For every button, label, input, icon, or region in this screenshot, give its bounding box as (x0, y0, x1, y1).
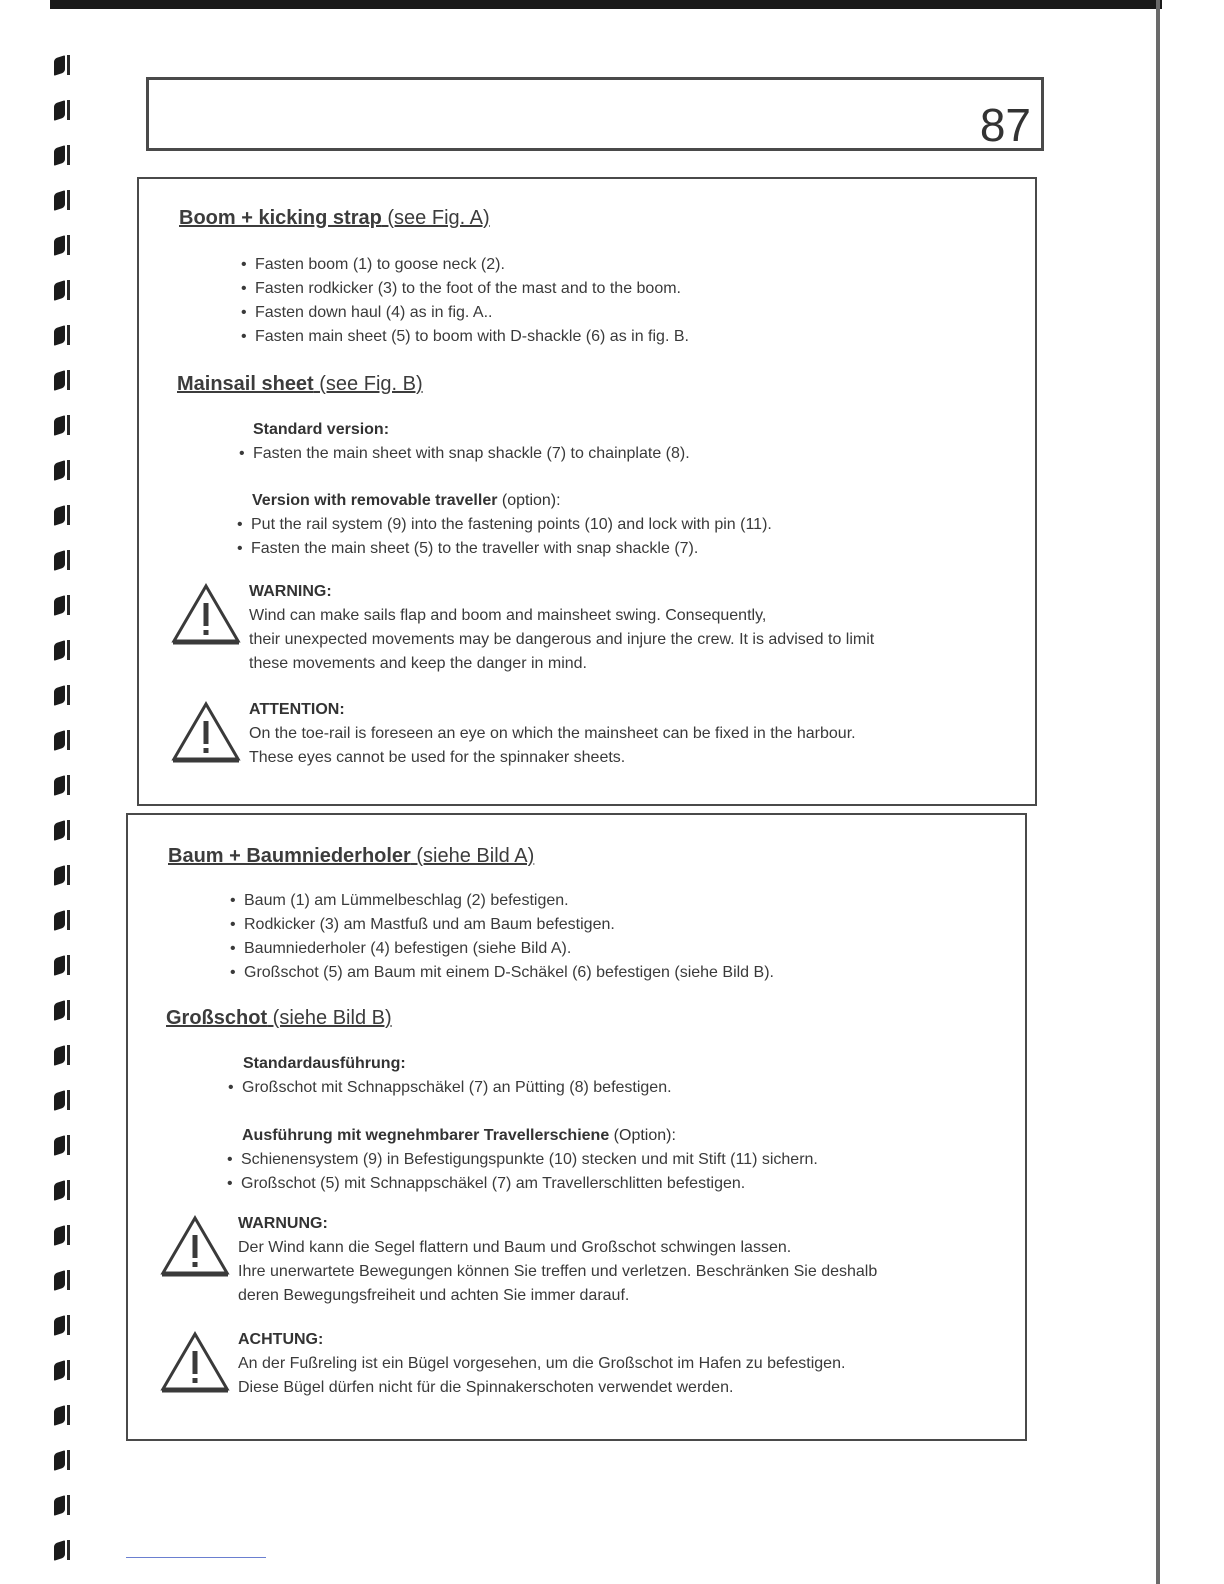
standard-version-heading-de: Standardausführung: (243, 1055, 406, 1072)
bullet-icon: • (241, 280, 247, 297)
binding-ring (54, 1360, 70, 1380)
binding-ring (54, 1270, 70, 1290)
mainsail-section-title-de: Großschot (siehe Bild B) (166, 1007, 392, 1029)
warning-text-line: Der Wind kann die Segel flattern und Baum und Großschot schwingen lassen. (238, 1239, 792, 1256)
bullet-icon: • (230, 916, 236, 933)
warning-triangle-icon (171, 701, 241, 763)
binding-ring (54, 55, 70, 75)
bullet-icon: • (237, 540, 243, 557)
bullet-icon: • (239, 445, 245, 462)
right-border-rule (1156, 0, 1160, 1584)
warning-text-line: these movements and keep the danger in mind. (249, 655, 587, 672)
binding-ring (54, 1495, 70, 1515)
list-item: • Fasten boom (1) to goose neck (2). (241, 256, 505, 273)
binding-ring (54, 1225, 70, 1245)
traveller-version-heading-de: Ausführung mit wegnehmbarer Travellerschiene (Option): (242, 1127, 676, 1144)
binding-ring (54, 1000, 70, 1020)
warning-text-line: Ihre unerwartete Bewegungen können Sie treffen und verletzen. Beschränken Sie deshalb (238, 1263, 878, 1280)
binding-ring (54, 1540, 70, 1560)
binding-ring (54, 190, 70, 210)
warning-text-line: Wind can make sails flap and boom and mainsheet swing. Consequently, (249, 607, 767, 624)
binding-ring (54, 820, 70, 840)
bullet-icon: • (230, 940, 236, 957)
binding-ring (54, 100, 70, 120)
binding-ring (54, 505, 70, 525)
attention-text-line: On the toe-rail is foreseen an eye on which the mainsheet can be fixed in the harbour. (249, 725, 856, 742)
list-item: • Rodkicker (3) am Mastfuß und am Baum befestigen. (230, 916, 615, 933)
bullet-icon: • (237, 516, 243, 533)
binding-ring (54, 460, 70, 480)
traveller-version-heading: Version with removable traveller (option): (252, 492, 561, 509)
binding-ring (54, 640, 70, 660)
boom-section-title-de: Baum + Baumniederholer (siehe Bild A) (168, 845, 535, 867)
list-item: • Put the rail system (9) into the fastening points (10) and lock with pin (11). (237, 516, 772, 533)
warning-text-line: deren Bewegungsfreiheit und achten Sie immer darauf. (238, 1287, 630, 1304)
warning-triangle-icon (160, 1331, 230, 1393)
binding-ring (54, 370, 70, 390)
boom-section-title: Boom + kicking strap (see Fig. A) (179, 207, 490, 229)
list-item: • Großschot (5) mit Schnappschäkel (7) am Travellerschlitten befestigen. (227, 1175, 746, 1192)
english-instructions-panel (137, 177, 1037, 806)
binding-ring (54, 235, 70, 255)
list-item: • Schienensystem (9) in Befestigungspunkte (10) stecken und mit Stift (11) sichern. (227, 1151, 818, 1168)
binding-ring (54, 1315, 70, 1335)
binding-ring (54, 280, 70, 300)
binding-ring (54, 1135, 70, 1155)
attention-label-de: ACHTUNG: (238, 1331, 324, 1348)
list-item: • Fasten the main sheet with snap shackle (7) to chainplate (8). (239, 445, 690, 462)
standard-version-heading: Standard version: (253, 421, 390, 438)
list-item: • Baum (1) am Lümmelbeschlag (2) befestigen. (230, 892, 569, 909)
binding-ring (54, 1450, 70, 1470)
list-item: • Fasten the main sheet (5) to the traveller with snap shackle (7). (237, 540, 699, 557)
attention-label: ATTENTION: (249, 701, 345, 718)
attention-text-line: An der Fußreling ist ein Bügel vorgesehen, um die Großschot im Hafen zu befestigen. (238, 1355, 846, 1372)
warning-text-line: their unexpected movements may be dangerous and injure the crew. It is advised to limit (249, 631, 875, 648)
binding-ring (54, 865, 70, 885)
binding-ring (54, 145, 70, 165)
binding-ring (54, 1180, 70, 1200)
warning-triangle-icon (171, 583, 241, 645)
binding-ring (54, 325, 70, 345)
german-instructions-panel (126, 813, 1027, 1441)
attention-text-line: These eyes cannot be used for the spinnaker sheets. (249, 749, 626, 766)
top-border-rule (50, 0, 1162, 9)
attention-text-line: Diese Bügel dürfen nicht für die Spinnakerschoten verwendet werden. (238, 1379, 734, 1396)
bullet-icon: • (227, 1175, 233, 1192)
bullet-icon: • (228, 1079, 234, 1096)
footer-line (126, 1557, 266, 1558)
page-number: 87 (979, 99, 1031, 151)
bullet-icon: • (230, 892, 236, 909)
binding-ring (54, 775, 70, 795)
bullet-icon: • (241, 328, 247, 345)
warning-label-de: WARNUNG: (238, 1215, 328, 1232)
bullet-icon: • (227, 1151, 233, 1168)
list-item: • Großschot mit Schnappschäkel (7) an Pütting (8) befestigen. (228, 1079, 672, 1096)
list-item: • Fasten main sheet (5) to boom with D-shackle (6) as in fig. B. (241, 328, 689, 345)
binding-ring (54, 1090, 70, 1110)
list-item: • Baumniederholer (4) befestigen (siehe Bild A). (230, 940, 572, 957)
binding-ring (54, 730, 70, 750)
warning-label: WARNING: (249, 583, 332, 600)
bullet-icon: • (230, 964, 236, 981)
binding-ring (54, 955, 70, 975)
list-item: • Fasten rodkicker (3) to the foot of the mast and to the boom. (241, 280, 681, 297)
list-item: • Großschot (5) am Baum mit einem D-Schäkel (6) befestigen (siehe Bild B). (230, 964, 774, 981)
page-header (146, 77, 1044, 151)
bullet-icon: • (241, 304, 247, 321)
mainsail-section-title: Mainsail sheet (see Fig. B) (177, 373, 423, 395)
binding-ring (54, 910, 70, 930)
binding-ring (54, 550, 70, 570)
binding-ring (54, 595, 70, 615)
binding-ring (54, 685, 70, 705)
bullet-icon: • (241, 256, 247, 273)
spiral-binding (50, 55, 80, 1575)
binding-ring (54, 1045, 70, 1065)
list-item: • Fasten down haul (4) as in fig. A.. (241, 304, 493, 321)
binding-ring (54, 415, 70, 435)
warning-triangle-icon (160, 1215, 230, 1277)
binding-ring (54, 1405, 70, 1425)
